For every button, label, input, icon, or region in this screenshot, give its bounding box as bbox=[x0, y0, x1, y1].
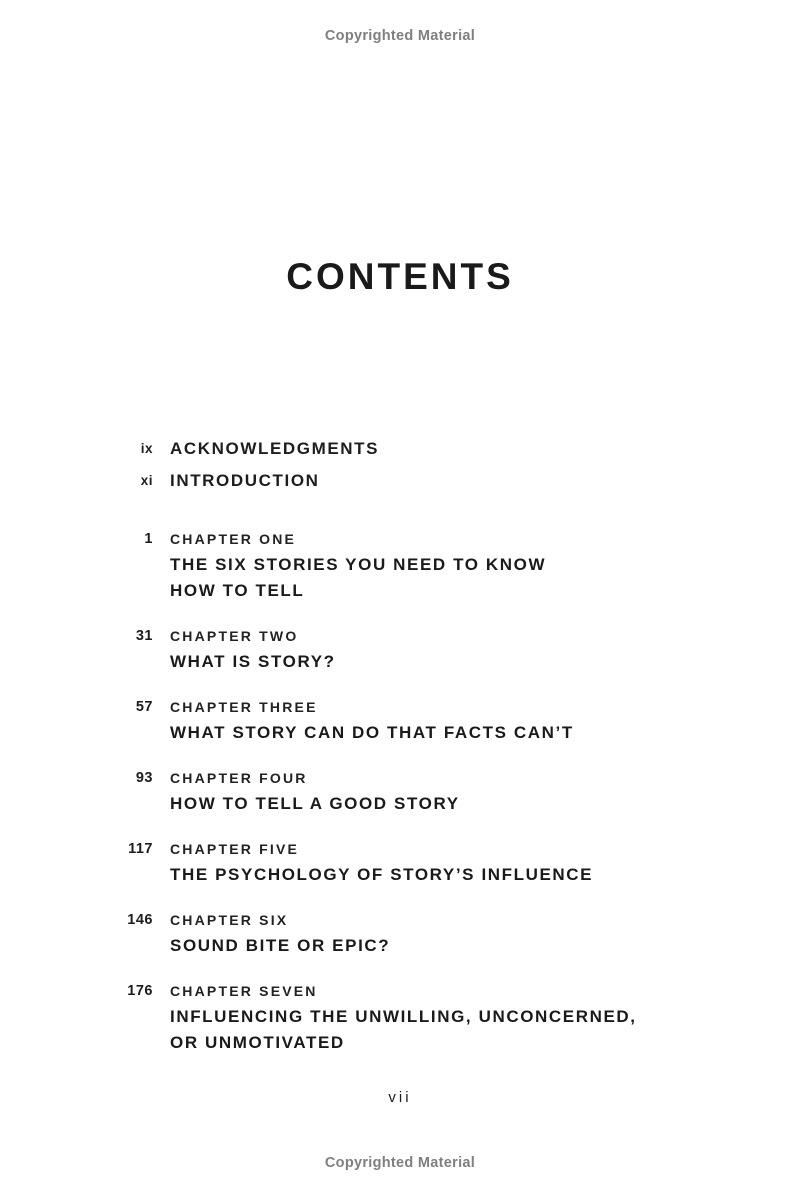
entry-label: INTRODUCTION bbox=[170, 471, 320, 490]
chapter-title-line: INFLUENCING THE UNWILLING, UNCONCERNED, bbox=[170, 1007, 637, 1026]
chapter-list bbox=[108, 526, 692, 1056]
page-number: 93 bbox=[135, 770, 153, 786]
chapter-title-line: THE PSYCHOLOGY OF STORY’S INFLUENCE bbox=[170, 865, 594, 884]
page-number: 57 bbox=[135, 699, 153, 715]
toc-front-matter-acknowledgments bbox=[108, 433, 692, 465]
folio-page-number: vii bbox=[388, 1089, 412, 1106]
toc-entry-chapter-six bbox=[108, 907, 692, 959]
chapter-label: CHAPTER TWO bbox=[170, 628, 299, 644]
chapter-label: CHAPTER ONE bbox=[170, 531, 297, 547]
chapter-title-line: HOW TO TELL A GOOD STORY bbox=[170, 794, 460, 813]
page-number: ix bbox=[140, 441, 153, 456]
chapter-label: CHAPTER FIVE bbox=[170, 841, 300, 857]
copyright-watermark-bottom: Copyrighted Material bbox=[324, 1155, 476, 1171]
chapter-title-line: WHAT STORY CAN DO THAT FACTS CAN’T bbox=[170, 723, 574, 742]
toc-entry-chapter-five bbox=[108, 836, 692, 888]
toc-entry-chapter-one bbox=[108, 526, 692, 604]
chapter-label: CHAPTER SEVEN bbox=[170, 983, 318, 999]
toc-entry-chapter-seven bbox=[108, 978, 692, 1056]
chapter-title-line: WHAT IS STORY? bbox=[170, 652, 336, 671]
toc-entry-chapter-two bbox=[108, 623, 692, 675]
chapter-title-line: OR UNMOTIVATED bbox=[170, 1033, 345, 1052]
chapter-title-line: HOW TO TELL bbox=[170, 581, 305, 600]
page-number: xi bbox=[140, 473, 153, 488]
entry-label: ACKNOWLEDGMENTS bbox=[170, 439, 380, 458]
chapter-label: CHAPTER FOUR bbox=[170, 770, 308, 786]
page-number: 176 bbox=[127, 983, 153, 999]
chapter-label: CHAPTER SIX bbox=[170, 912, 289, 928]
table-of-contents bbox=[108, 433, 692, 1075]
chapter-label: CHAPTER THREE bbox=[170, 699, 318, 715]
chapter-title-line: SOUND BITE OR EPIC? bbox=[170, 936, 391, 955]
toc-entry-chapter-three bbox=[108, 694, 692, 746]
page-number: 1 bbox=[144, 531, 153, 547]
chapter-title-line: THE SIX STORIES YOU NEED TO KNOW bbox=[170, 555, 547, 574]
toc-entry-chapter-four bbox=[108, 765, 692, 817]
copyright-watermark-top: Copyrighted Material bbox=[324, 28, 476, 44]
page-number: 31 bbox=[135, 628, 153, 644]
page-number: 117 bbox=[128, 841, 153, 857]
toc-front-matter-introduction bbox=[108, 465, 692, 497]
page-number: 146 bbox=[127, 912, 153, 928]
page-title: CONTENTS bbox=[286, 256, 514, 297]
